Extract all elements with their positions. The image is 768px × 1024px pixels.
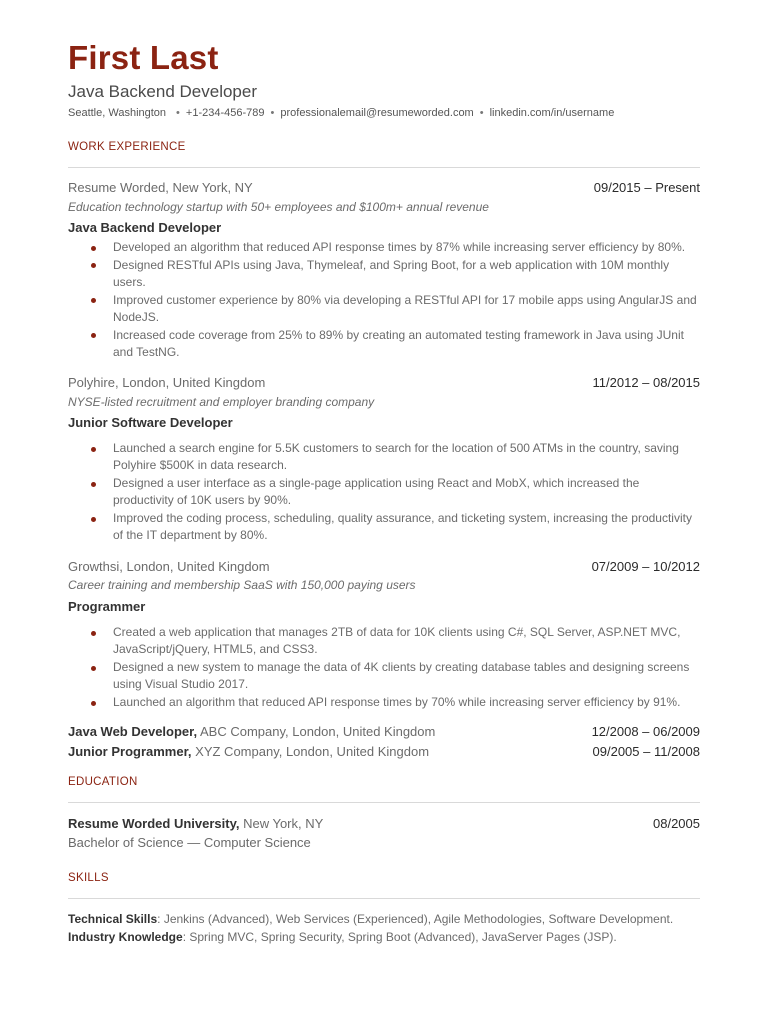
resume-headline: Java Backend Developer bbox=[68, 82, 258, 101]
section-title-education: EDUCATION bbox=[68, 776, 138, 788]
job-title: Java Backend Developer bbox=[68, 220, 222, 235]
job-bullets bbox=[90, 624, 700, 712]
skill-line bbox=[68, 928, 617, 946]
earlier-role-dates: 12/2008 – 06/2009 bbox=[591, 724, 700, 739]
skill-label: Industry Knowledge bbox=[68, 930, 183, 944]
job-dates: 11/2012 – 08/2015 bbox=[592, 375, 700, 390]
bullet-item: Created a web application that manages 2TB of data for 10K clients using C#, SQL Server, ASP.NET MVC, JavaScript/jQuery, HTML5, and CSS3. bbox=[90, 624, 700, 658]
earlier-role-dates: 09/2005 – 11/2008 bbox=[592, 744, 700, 759]
earlier-role-title: Junior Programmer, bbox=[68, 744, 192, 759]
job-title: Junior Software Developer bbox=[68, 415, 233, 430]
earlier-role bbox=[68, 743, 429, 761]
bullet-item: Designed RESTful APIs using Java, Thymeleaf, and Spring Boot, for a web application with 10M monthly users. bbox=[90, 257, 700, 291]
job-dates: 09/2015 – Present bbox=[593, 180, 700, 195]
earlier-role bbox=[68, 723, 435, 741]
section-divider bbox=[68, 167, 700, 168]
contact-separator: • bbox=[176, 107, 180, 119]
bullet-item: Designed a user interface as a single-page application using React and MobX, which increased the productivity of 10K users by 90%. bbox=[90, 475, 700, 509]
skill-line bbox=[68, 910, 673, 928]
section-divider bbox=[68, 898, 700, 899]
contact-phone[interactable]: +1-234-456-789 bbox=[185, 107, 265, 119]
contact-separator: • bbox=[479, 107, 484, 119]
bullet-item: Designed a new system to manage the data of 4K clients by creating database tables and designing screens using Visual Studio 2017. bbox=[90, 659, 700, 693]
job-description: Career training and membership SaaS with 150,000 paying users bbox=[68, 578, 416, 592]
skill-label: Technical Skills bbox=[68, 912, 158, 926]
contact-separator: • bbox=[270, 107, 275, 119]
job-company: Polyhire, London, United Kingdom bbox=[68, 375, 266, 390]
education-school-name: Resume Worded University, bbox=[68, 816, 240, 831]
job-bullets bbox=[90, 239, 700, 362]
bullet-item: Improved the coding process, scheduling, quality assurance, and ticketing system, increasing the productivity of the IT department by 80%. bbox=[90, 510, 700, 544]
job-company: Resume Worded, New York, NY bbox=[68, 180, 253, 195]
education-degree: Bachelor of Science — Computer Science bbox=[68, 835, 311, 850]
earlier-role-title: Java Web Developer, bbox=[68, 724, 198, 739]
job-dates: 07/2009 – 10/2012 bbox=[591, 559, 700, 574]
job-bullets bbox=[90, 440, 700, 545]
section-divider bbox=[68, 802, 700, 803]
bullet-item: Improved customer experience by 80% via developing a RESTful API for 17 mobile apps using AngularJS and NodeJS. bbox=[90, 292, 700, 326]
section-title-work-experience: WORK EXPERIENCE bbox=[68, 141, 186, 153]
job-title: Programmer bbox=[68, 599, 146, 614]
skill-value: : Spring MVC, Spring Security, Spring Boot (Advanced), JavaServer Pages (JSP). bbox=[182, 930, 617, 944]
section-title-skills: SKILLS bbox=[68, 872, 109, 884]
contact-location: Seattle, Washington bbox=[68, 107, 167, 119]
contact-email[interactable]: professionalemail@resumeworded.com bbox=[280, 107, 474, 119]
earlier-role-company: ABC Company, London, United Kingdom bbox=[197, 724, 436, 739]
job-description: Education technology startup with 50+ employees and $100m+ annual revenue bbox=[68, 200, 489, 214]
resume-name: First Last bbox=[68, 39, 219, 76]
education-school bbox=[68, 815, 323, 833]
skill-value: : Jenkins (Advanced), Web Services (Experienced), Agile Methodologies, Software Development. bbox=[157, 912, 674, 926]
contact-linkedin[interactable]: linkedin.com/in/username bbox=[489, 107, 615, 119]
bullet-item: Developed an algorithm that reduced API response times by 87% while increasing server efficiency by 80%. bbox=[90, 239, 700, 256]
bullet-item: Launched a search engine for 5.5K customers to search for the location of 500 ATMs in the country, saving Polyhire $500K in data research. bbox=[90, 440, 700, 474]
earlier-role-company: XYZ Company, London, United Kingdom bbox=[191, 744, 430, 759]
job-company: Growthsi, London, United Kingdom bbox=[68, 559, 270, 574]
bullet-item: Launched an algorithm that reduced API response times by 70% while increasing server efficiency by 91%. bbox=[90, 694, 700, 711]
contact-line bbox=[68, 105, 614, 121]
education-location: New York, NY bbox=[239, 816, 324, 831]
bullet-item: Increased code coverage from 25% to 89% by creating an automated testing framework in Java using JUnit and TestNG. bbox=[90, 327, 700, 361]
education-date: 08/2005 bbox=[653, 816, 700, 831]
job-description: NYSE-listed recruitment and employer branding company bbox=[68, 395, 375, 409]
